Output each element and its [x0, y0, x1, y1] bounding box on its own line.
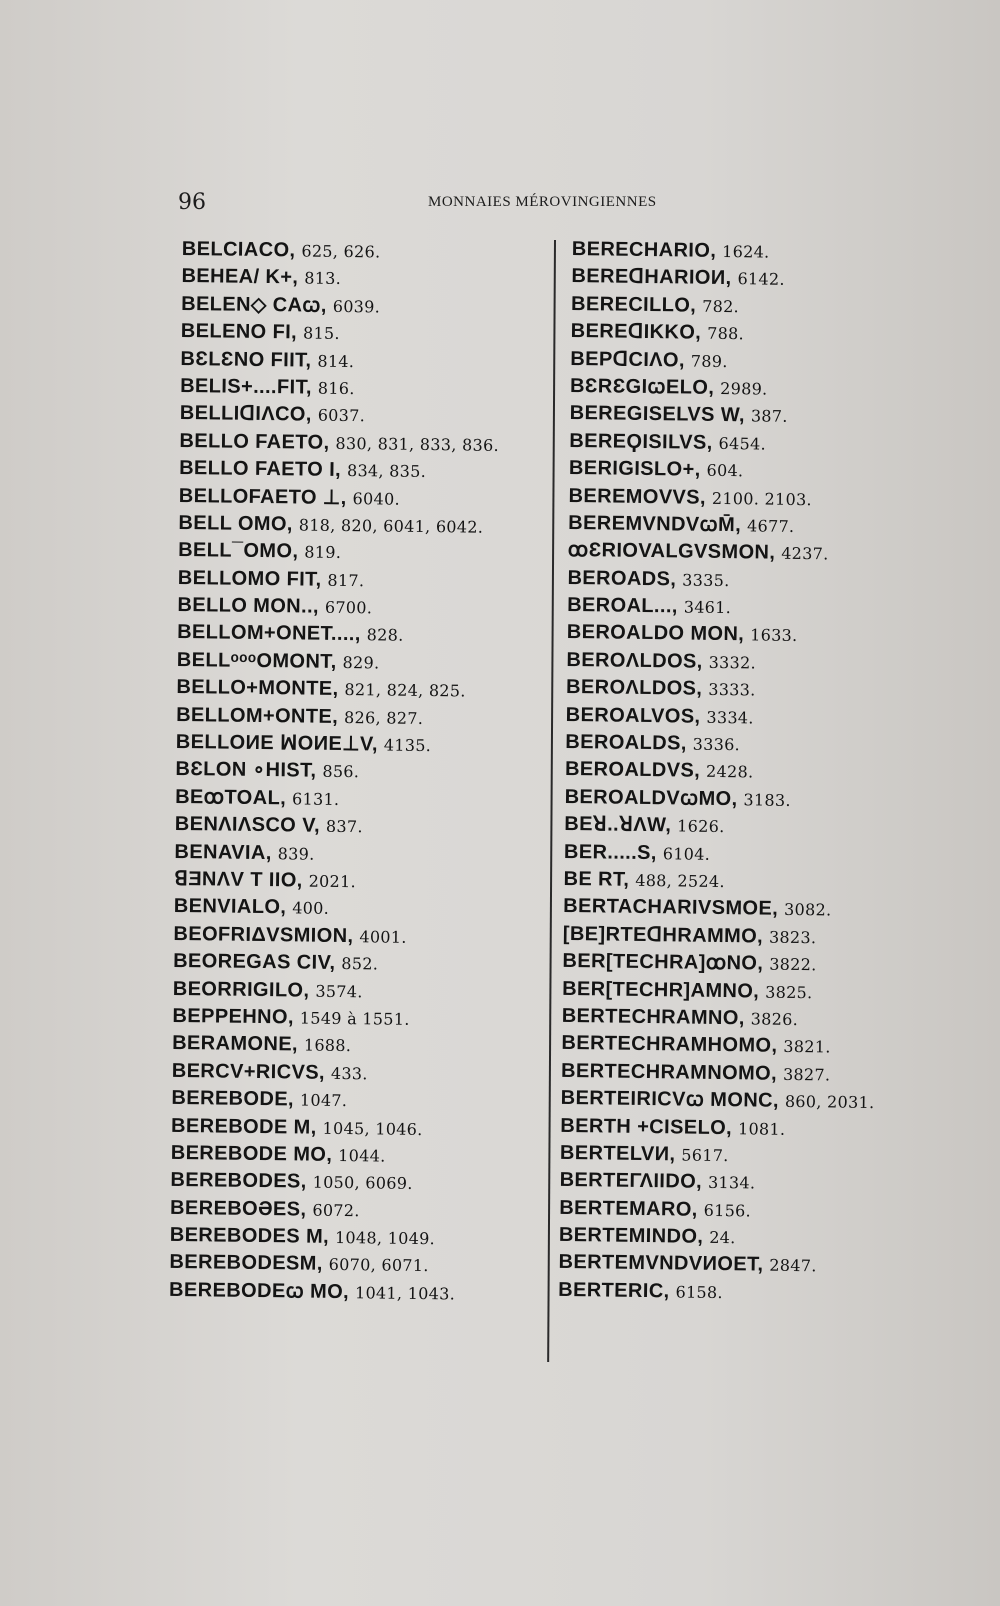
- coin-references: 852.: [341, 954, 379, 974]
- legend-inscription: BELLOИE ꟽOИE⊥V,: [175, 730, 378, 756]
- legend-inscription: BEROALDVꞷMO,: [564, 785, 738, 811]
- index-entry: [173, 975, 493, 1006]
- legend-inscription: BERTEMVNDVИOET,: [558, 1251, 764, 1277]
- coin-references: 837.: [325, 817, 363, 837]
- coin-references: 3826.: [750, 1009, 799, 1029]
- index-entry: [558, 1277, 872, 1308]
- index-entry: [572, 236, 886, 267]
- index-entry: [170, 1195, 490, 1226]
- index-entry: [563, 893, 877, 924]
- coin-references: 6700.: [324, 597, 373, 618]
- right-index-column: [558, 236, 886, 1308]
- legend-inscription: BERAMONE,: [172, 1032, 299, 1056]
- index-entry: [561, 1030, 875, 1061]
- legend-inscription: BERTERIC,: [558, 1278, 670, 1303]
- index-entry: [178, 510, 498, 541]
- coin-references: 604.: [706, 460, 744, 481]
- coin-references: 5617.: [681, 1145, 729, 1166]
- legend-inscription: BEREMVNDVꞷM̄,: [568, 511, 742, 537]
- legend-inscription: BEPPEHNO,: [172, 1004, 295, 1029]
- index-entry: [177, 592, 497, 623]
- index-entry: [175, 756, 495, 787]
- coin-references: 3183.: [743, 790, 791, 810]
- legend-inscription: BEHEA/ K+,: [181, 265, 299, 289]
- legend-inscription: BERTECHRAMNOMO,: [560, 1059, 778, 1085]
- index-entry: [170, 1167, 490, 1198]
- coin-references: 1045, 1046.: [322, 1118, 423, 1139]
- coin-references: 818, 820, 6041, 6042.: [298, 515, 484, 537]
- index-entry: [176, 729, 496, 760]
- left-index-column: [169, 236, 501, 1308]
- index-entry: [566, 674, 880, 705]
- legend-inscription: BEROADS,: [567, 566, 677, 591]
- index-entry: [562, 1003, 876, 1034]
- legend-inscription: BEREBODE M,: [170, 1114, 317, 1139]
- index-entry: [179, 455, 499, 486]
- legend-inscription: BEREBODESM,: [169, 1251, 323, 1276]
- coin-references: 6156.: [703, 1200, 752, 1221]
- index-entry: [567, 592, 881, 623]
- index-entry: [177, 647, 497, 678]
- index-entry: [571, 263, 885, 294]
- index-entry: [181, 263, 501, 294]
- legend-inscription: BƐLON ∘HIST,: [175, 758, 317, 783]
- coin-references: 826, 827.: [344, 707, 424, 728]
- coin-references: 3082.: [783, 900, 832, 920]
- legend-inscription: BELLᵒᵒᵒOMONT,: [176, 648, 337, 673]
- legend-inscription: BERECHARIO,: [571, 237, 717, 262]
- index-entry: [177, 619, 497, 650]
- index-entry: [565, 756, 879, 787]
- index-entry: [173, 948, 493, 979]
- coin-references: 788.: [707, 323, 745, 344]
- coin-references: 4135.: [383, 735, 432, 756]
- index-entry: [565, 729, 879, 760]
- legend-inscription: BERTEMINDO,: [558, 1223, 704, 1248]
- coin-references: 3332.: [708, 652, 757, 673]
- index-entry: [181, 318, 501, 349]
- legend-inscription: [BE]RTEꓷHRAMMO,: [562, 922, 764, 948]
- coin-references: 6158.: [675, 1282, 723, 1302]
- coin-references: 6142.: [737, 269, 785, 290]
- coin-references: 1044.: [338, 1145, 386, 1166]
- legend-inscription: BERTELVИ,: [559, 1141, 676, 1166]
- index-entry: [569, 455, 883, 486]
- index-entry: [559, 1195, 873, 1226]
- index-entry: [562, 948, 876, 979]
- coin-references: 625, 626.: [301, 241, 381, 262]
- coin-references: 6454.: [718, 433, 767, 454]
- coin-references: 1549 à 1551.: [299, 1008, 410, 1029]
- index-entry: [559, 1222, 873, 1253]
- index-entry: [175, 811, 495, 842]
- coin-references: 1081.: [737, 1118, 786, 1139]
- column-divider: [547, 240, 556, 1362]
- index-entry: [171, 1085, 491, 1116]
- legend-inscription: BEREꓷIΚΚO,: [570, 320, 702, 344]
- index-entry: [568, 510, 882, 541]
- index-entry: [178, 565, 498, 596]
- legend-inscription: BERTECHRAMNO,: [561, 1004, 745, 1030]
- legend-inscription: BELEN◇ CAꞷ,: [181, 292, 327, 317]
- index-entry: [566, 702, 880, 733]
- index-entry: [173, 921, 493, 952]
- coin-references: 813.: [304, 268, 342, 289]
- coin-references: 24.: [709, 1227, 736, 1248]
- legend-inscription: BERTECHRAMHOMO,: [561, 1032, 778, 1058]
- legend-inscription: BELLOM+ONET....,: [177, 621, 361, 646]
- index-entry: [169, 1249, 489, 1280]
- legend-inscription: ꓭƎNΛV T IIO,: [174, 867, 303, 892]
- index-entry: [564, 839, 878, 870]
- index-entry: [571, 318, 885, 349]
- index-entry: [170, 1222, 490, 1253]
- coin-references: 3827.: [782, 1064, 831, 1085]
- coin-references: 860, 2031.: [784, 1091, 875, 1113]
- coin-references: 3134.: [707, 1173, 756, 1193]
- coin-references: 1041, 1043.: [354, 1283, 456, 1304]
- index-entry: [568, 537, 882, 568]
- coin-references: 3333.: [708, 680, 756, 700]
- legend-inscription: BEꓤ..ꓤΛW,: [564, 813, 672, 837]
- legend-inscription: BELIS+....FIT,: [180, 374, 313, 399]
- legend-inscription: BELLIꓷIΛCO,: [179, 402, 312, 426]
- coin-references: 1688.: [303, 1035, 352, 1056]
- legend-inscription: BƐLƐNO FIIT,: [180, 347, 312, 372]
- index-entry: [571, 291, 885, 322]
- coin-references: 3823.: [768, 927, 817, 948]
- index-entry: [566, 647, 880, 678]
- coin-references: 830, 831, 833, 836.: [335, 433, 500, 455]
- legend-inscription: BELLOMO FIT,: [177, 566, 322, 591]
- coin-references: 834, 835.: [346, 461, 427, 482]
- legend-inscription: BEOFRIΔVSMION,: [173, 922, 354, 947]
- legend-inscription: BER.....S,: [563, 840, 657, 864]
- coin-references: 2428.: [705, 762, 754, 782]
- index-entry: [561, 1085, 875, 1116]
- coin-references: 3336.: [692, 734, 741, 755]
- legend-inscription: BEROALVOS,: [565, 703, 701, 728]
- legend-inscription: BERECILLO,: [570, 292, 697, 317]
- index-entry: [182, 236, 502, 267]
- index-entry: [180, 346, 500, 377]
- index-entry: [174, 893, 494, 924]
- legend-inscription: BEROΛLDOS,: [566, 648, 703, 673]
- coin-references: 4677.: [746, 516, 795, 536]
- coin-references: 1633.: [750, 625, 798, 646]
- coin-references: 6040.: [352, 488, 401, 509]
- legend-inscription: BEROΛLDOS,: [565, 676, 703, 700]
- coin-references: 488, 2524.: [635, 870, 725, 892]
- legend-inscription: BELLO MON..,: [177, 594, 320, 618]
- legend-inscription: BERIGISLO+,: [568, 457, 701, 481]
- coin-references: 4001.: [359, 926, 407, 947]
- index-entry: [175, 784, 495, 815]
- coin-references: 817.: [327, 570, 365, 590]
- coin-references: 3335.: [682, 570, 730, 590]
- legend-inscription: BELLO+MONTE,: [176, 676, 339, 701]
- legend-inscription: BELLO FAETO I,: [179, 457, 342, 482]
- legend-inscription: BEREGISELVS W,: [569, 402, 746, 427]
- index-entry: [181, 291, 501, 322]
- legend-inscription: BER[TECHRA]ꝏNO,: [562, 950, 764, 975]
- coin-references: 2100. 2103.: [711, 488, 813, 509]
- legend-inscription: BEREϘISILVS,: [569, 429, 713, 454]
- running-title: MONNAIES MÉROVINGIENNES: [428, 194, 657, 210]
- coin-references: 2021.: [308, 871, 357, 892]
- coin-references: 2989.: [720, 378, 768, 399]
- coin-references: 814.: [317, 351, 355, 371]
- coin-references: 815.: [302, 323, 340, 344]
- index-entry: [176, 674, 496, 705]
- legend-inscription: BEREBODEꞷ MO,: [168, 1278, 350, 1303]
- legend-inscription: BELCIACO,: [181, 237, 296, 262]
- coin-references: 6104.: [662, 843, 711, 864]
- legend-inscription: BEꝏTOAL,: [175, 785, 287, 810]
- legend-inscription: BEROALDS,: [565, 730, 687, 755]
- legend-inscription: BEREBODES,: [170, 1169, 307, 1193]
- legend-inscription: BERTEMARO,: [559, 1196, 698, 1221]
- legend-inscription: BELLOM+ONTE,: [176, 703, 339, 728]
- coin-references: 782.: [702, 296, 740, 316]
- coin-references: 856.: [322, 762, 360, 782]
- index-entry: [172, 1058, 492, 1089]
- legend-inscription: BEREMOVVS,: [568, 484, 707, 509]
- index-entry: [174, 839, 494, 870]
- index-entry: [179, 482, 499, 513]
- legend-inscription: BERTACHARIVSMOE,: [563, 895, 779, 921]
- legend-inscription: BEOREGAS CIV,: [173, 950, 336, 975]
- index-entry: [568, 482, 882, 513]
- coin-references: 3822.: [769, 954, 817, 975]
- coin-references: 821, 824, 825.: [344, 680, 466, 701]
- legend-inscription: BEREBODE,: [171, 1087, 295, 1111]
- coin-references: 4237.: [781, 544, 829, 564]
- coin-references: 2847.: [769, 1256, 817, 1276]
- coin-references: 3461.: [683, 597, 732, 618]
- index-entry: [180, 373, 500, 404]
- coin-references: 819.: [304, 542, 342, 563]
- legend-inscription: BELLOFAETO ⊥,: [178, 484, 347, 509]
- legend-inscription: BELL OMO,: [178, 511, 293, 536]
- index-entry: [172, 1003, 492, 1034]
- page-number: 96: [178, 190, 206, 215]
- coin-references: 3821.: [783, 1037, 831, 1057]
- index-entry: [172, 1030, 492, 1061]
- coin-references: 829.: [342, 652, 380, 673]
- legend-inscription: BENVIALO,: [173, 895, 287, 919]
- legend-inscription: BEREBOƏES,: [169, 1196, 307, 1221]
- coin-references: 839.: [277, 843, 315, 864]
- index-entry: [560, 1140, 874, 1171]
- index-entry: [569, 400, 883, 431]
- index-entry: [567, 619, 881, 650]
- legend-inscription: BELLO FAETO,: [179, 429, 330, 454]
- index-entry: [563, 921, 877, 952]
- index-entry: [570, 373, 884, 404]
- index-entry: [171, 1140, 491, 1171]
- legend-inscription: BELL¯OMO,: [178, 539, 299, 563]
- index-entry: [180, 400, 500, 431]
- legend-inscription: BE RT,: [563, 867, 630, 891]
- index-entry: [564, 784, 878, 815]
- legend-inscription: BEORRIGILO,: [172, 977, 310, 1002]
- legend-inscription: BER[TECHR]AMNO,: [562, 977, 760, 1003]
- coin-references: 816.: [317, 378, 355, 399]
- index-entry: [171, 1112, 491, 1143]
- coin-references: 6070, 6071.: [328, 1255, 429, 1276]
- coin-references: 1047.: [299, 1090, 348, 1111]
- index-entry: [569, 428, 883, 459]
- coin-references: 3334.: [706, 707, 754, 728]
- coin-references: 789.: [690, 351, 728, 371]
- coin-references: 3574.: [315, 981, 363, 1001]
- index-entry: [570, 346, 884, 377]
- coin-references: 828.: [366, 625, 404, 646]
- legend-inscription: BEROAL...,: [567, 594, 678, 618]
- coin-references: 1626.: [677, 816, 725, 837]
- index-entry: [561, 1058, 875, 1089]
- coin-references: 6037.: [317, 406, 366, 426]
- index-entry: [567, 565, 881, 596]
- legend-inscription: BENΛIΛSCO V,: [174, 813, 321, 837]
- legend-inscription: BƐRƐGIꞷELO,: [569, 374, 715, 399]
- coin-references: 400.: [292, 898, 330, 919]
- legend-inscription: BERTEIRICVꞷ MONC,: [560, 1087, 780, 1112]
- coin-references: 1048, 1049.: [334, 1228, 436, 1249]
- legend-inscription: BEREBODES M,: [169, 1223, 330, 1248]
- coin-references: 433.: [330, 1063, 368, 1084]
- index-entry: [178, 537, 498, 568]
- legend-inscription: BERTEΓΛIIDO,: [559, 1169, 703, 1194]
- index-entry: [560, 1112, 874, 1143]
- index-entry: [558, 1249, 872, 1280]
- legend-inscription: BEREꓷHARIOИ,: [571, 265, 732, 290]
- coin-references: 6131.: [291, 789, 340, 809]
- index-entry: [562, 975, 876, 1006]
- legend-inscription: BEROALDVS,: [564, 758, 701, 783]
- legend-inscription: BENAVIA,: [174, 840, 272, 864]
- coin-references: 3825.: [765, 982, 813, 1002]
- index-entry: [563, 866, 877, 897]
- legend-inscription: BERTH +CISELO,: [560, 1114, 733, 1139]
- index-entry: [169, 1277, 489, 1308]
- page-header: [0, 190, 1000, 220]
- legend-inscription: BEPꓷCIΛO,: [570, 347, 686, 372]
- index-entry: [179, 428, 499, 459]
- index-entry: [176, 702, 496, 733]
- index-entry: [174, 866, 494, 897]
- legend-inscription: ꝏƐRIOVALGVSMON,: [567, 539, 776, 564]
- coin-references: 387.: [750, 406, 788, 427]
- coin-references: 1050, 6069.: [312, 1172, 413, 1194]
- index-entry: [564, 811, 878, 842]
- coin-references: 1624.: [722, 241, 770, 262]
- legend-inscription: BELENO FI,: [180, 320, 298, 344]
- legend-inscription: BEROALDO MON,: [566, 621, 745, 646]
- coin-references: 6072.: [312, 1200, 360, 1220]
- index-entry: [559, 1167, 873, 1198]
- legend-inscription: BEREBODE MO,: [170, 1141, 333, 1166]
- legend-inscription: BERCV+RICVS,: [171, 1059, 326, 1084]
- coin-references: 6039.: [332, 296, 381, 317]
